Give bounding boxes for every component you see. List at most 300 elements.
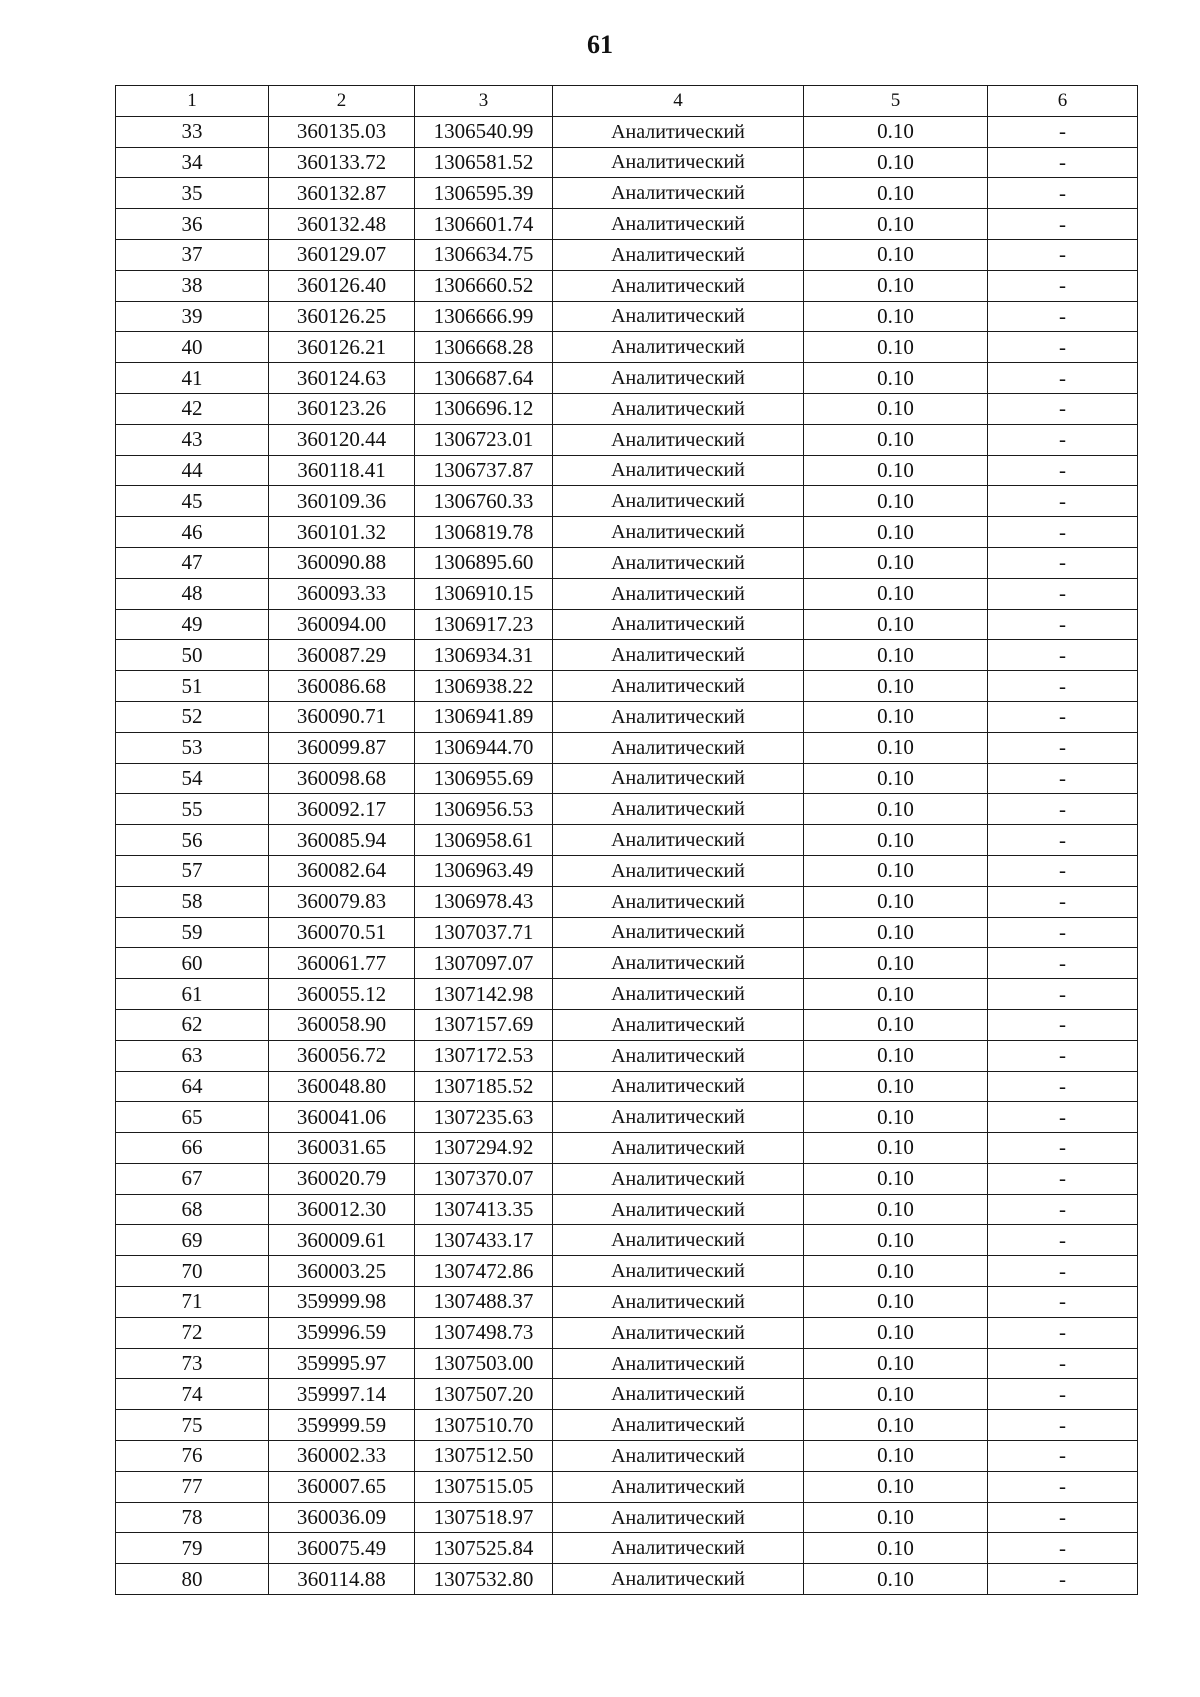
point-number-cell: 61 <box>116 979 269 1010</box>
x-coordinate-cell: 360129.07 <box>269 239 415 270</box>
table-row <box>116 578 1138 609</box>
table-row <box>116 1410 1138 1441</box>
note-cell: - <box>988 609 1138 640</box>
point-number-cell: 70 <box>116 1256 269 1287</box>
accuracy-cell: 0.10 <box>804 424 988 455</box>
note-cell: - <box>988 517 1138 548</box>
x-coordinate-cell: 360132.48 <box>269 209 415 240</box>
method-cell: Аналитический <box>553 1533 804 1564</box>
table-row <box>116 270 1138 301</box>
y-coordinate-cell: 1307515.05 <box>415 1471 553 1502</box>
y-coordinate-cell: 1307413.35 <box>415 1194 553 1225</box>
note-cell: - <box>988 393 1138 424</box>
accuracy-cell: 0.10 <box>804 1410 988 1441</box>
accuracy-cell: 0.10 <box>804 517 988 548</box>
accuracy-cell: 0.10 <box>804 1225 988 1256</box>
table-row <box>116 1287 1138 1318</box>
x-coordinate-cell: 360061.77 <box>269 948 415 979</box>
note-cell: - <box>988 917 1138 948</box>
method-cell: Аналитический <box>553 1194 804 1225</box>
y-coordinate-cell: 1306666.99 <box>415 301 553 332</box>
x-coordinate-cell: 360126.25 <box>269 301 415 332</box>
y-coordinate-cell: 1307235.63 <box>415 1102 553 1133</box>
note-cell: - <box>988 1502 1138 1533</box>
y-coordinate-cell: 1306668.28 <box>415 332 553 363</box>
table-row <box>116 424 1138 455</box>
accuracy-cell: 0.10 <box>804 270 988 301</box>
method-cell: Аналитический <box>553 486 804 517</box>
x-coordinate-cell: 360002.33 <box>269 1441 415 1472</box>
x-coordinate-cell: 360020.79 <box>269 1163 415 1194</box>
x-coordinate-cell: 360126.21 <box>269 332 415 363</box>
method-cell: Аналитический <box>553 1040 804 1071</box>
y-coordinate-cell: 1307507.20 <box>415 1379 553 1410</box>
note-cell: - <box>988 1133 1138 1164</box>
accuracy-cell: 0.10 <box>804 455 988 486</box>
point-number-cell: 38 <box>116 270 269 301</box>
point-number-cell: 75 <box>116 1410 269 1441</box>
note-cell: - <box>988 948 1138 979</box>
header-cell-1: 1 <box>116 86 269 117</box>
table-row <box>116 855 1138 886</box>
x-coordinate-cell: 360120.44 <box>269 424 415 455</box>
table-row <box>116 147 1138 178</box>
table-row <box>116 794 1138 825</box>
note-cell: - <box>988 1102 1138 1133</box>
note-cell: - <box>988 1471 1138 1502</box>
note-cell: - <box>988 239 1138 270</box>
y-coordinate-cell: 1307157.69 <box>415 1009 553 1040</box>
note-cell: - <box>988 1071 1138 1102</box>
accuracy-cell: 0.10 <box>804 1502 988 1533</box>
table-row <box>116 763 1138 794</box>
accuracy-cell: 0.10 <box>804 1194 988 1225</box>
point-number-cell: 46 <box>116 517 269 548</box>
table-row <box>116 1471 1138 1502</box>
y-coordinate-cell: 1306595.39 <box>415 178 553 209</box>
point-number-cell: 33 <box>116 116 269 147</box>
method-cell: Аналитический <box>553 1102 804 1133</box>
method-cell: Аналитический <box>553 948 804 979</box>
accuracy-cell: 0.10 <box>804 178 988 209</box>
method-cell: Аналитический <box>553 794 804 825</box>
accuracy-cell: 0.10 <box>804 239 988 270</box>
x-coordinate-cell: 360036.09 <box>269 1502 415 1533</box>
note-cell: - <box>988 855 1138 886</box>
accuracy-cell: 0.10 <box>804 640 988 671</box>
table-row <box>116 1441 1138 1472</box>
point-number-cell: 80 <box>116 1564 269 1595</box>
note-cell: - <box>988 640 1138 671</box>
x-coordinate-cell: 360056.72 <box>269 1040 415 1071</box>
accuracy-cell: 0.10 <box>804 1133 988 1164</box>
point-number-cell: 78 <box>116 1502 269 1533</box>
point-number-cell: 51 <box>116 671 269 702</box>
point-number-cell: 64 <box>116 1071 269 1102</box>
note-cell: - <box>988 1194 1138 1225</box>
point-number-cell: 67 <box>116 1163 269 1194</box>
point-number-cell: 50 <box>116 640 269 671</box>
method-cell: Аналитический <box>553 116 804 147</box>
point-number-cell: 62 <box>116 1009 269 1040</box>
method-cell: Аналитический <box>553 547 804 578</box>
accuracy-cell: 0.10 <box>804 1287 988 1318</box>
accuracy-cell: 0.10 <box>804 1102 988 1133</box>
y-coordinate-cell: 1307498.73 <box>415 1317 553 1348</box>
point-number-cell: 48 <box>116 578 269 609</box>
x-coordinate-cell: 360007.65 <box>269 1471 415 1502</box>
y-coordinate-cell: 1307503.00 <box>415 1348 553 1379</box>
y-coordinate-cell: 1307488.37 <box>415 1287 553 1318</box>
y-coordinate-cell: 1307097.07 <box>415 948 553 979</box>
note-cell: - <box>988 270 1138 301</box>
point-number-cell: 76 <box>116 1441 269 1472</box>
y-coordinate-cell: 1307510.70 <box>415 1410 553 1441</box>
point-number-cell: 57 <box>116 855 269 886</box>
accuracy-cell: 0.10 <box>804 363 988 394</box>
y-coordinate-cell: 1306910.15 <box>415 578 553 609</box>
y-coordinate-cell: 1306634.75 <box>415 239 553 270</box>
accuracy-cell: 0.10 <box>804 301 988 332</box>
x-coordinate-cell: 360101.32 <box>269 517 415 548</box>
y-coordinate-cell: 1307433.17 <box>415 1225 553 1256</box>
header-cell-6: 6 <box>988 86 1138 117</box>
table-row <box>116 1040 1138 1071</box>
header-cell-4: 4 <box>553 86 804 117</box>
table-row <box>116 332 1138 363</box>
method-cell: Аналитический <box>553 301 804 332</box>
note-cell: - <box>988 1009 1138 1040</box>
method-cell: Аналитический <box>553 1225 804 1256</box>
point-number-cell: 47 <box>116 547 269 578</box>
y-coordinate-cell: 1306956.53 <box>415 794 553 825</box>
x-coordinate-cell: 360012.30 <box>269 1194 415 1225</box>
accuracy-cell: 0.10 <box>804 547 988 578</box>
point-number-cell: 60 <box>116 948 269 979</box>
accuracy-cell: 0.10 <box>804 393 988 424</box>
note-cell: - <box>988 701 1138 732</box>
table-row <box>116 917 1138 948</box>
x-coordinate-cell: 360031.65 <box>269 1133 415 1164</box>
point-number-cell: 35 <box>116 178 269 209</box>
y-coordinate-cell: 1306955.69 <box>415 763 553 794</box>
note-cell: - <box>988 332 1138 363</box>
x-coordinate-cell: 360098.68 <box>269 763 415 794</box>
note-cell: - <box>988 1379 1138 1410</box>
point-number-cell: 40 <box>116 332 269 363</box>
note-cell: - <box>988 886 1138 917</box>
table-body <box>116 86 1138 1595</box>
point-number-cell: 45 <box>116 486 269 517</box>
note-cell: - <box>988 547 1138 578</box>
note-cell: - <box>988 1256 1138 1287</box>
x-coordinate-cell: 360041.06 <box>269 1102 415 1133</box>
accuracy-cell: 0.10 <box>804 1564 988 1595</box>
point-number-cell: 74 <box>116 1379 269 1410</box>
table-row <box>116 547 1138 578</box>
table-row <box>116 1533 1138 1564</box>
accuracy-cell: 0.10 <box>804 1348 988 1379</box>
note-cell: - <box>988 424 1138 455</box>
accuracy-cell: 0.10 <box>804 609 988 640</box>
x-coordinate-cell: 360135.03 <box>269 116 415 147</box>
method-cell: Аналитический <box>553 517 804 548</box>
y-coordinate-cell: 1306895.60 <box>415 547 553 578</box>
note-cell: - <box>988 1163 1138 1194</box>
note-cell: - <box>988 1410 1138 1441</box>
accuracy-cell: 0.10 <box>804 1533 988 1564</box>
accuracy-cell: 0.10 <box>804 1317 988 1348</box>
point-number-cell: 36 <box>116 209 269 240</box>
y-coordinate-cell: 1306601.74 <box>415 209 553 240</box>
note-cell: - <box>988 486 1138 517</box>
x-coordinate-cell: 360133.72 <box>269 147 415 178</box>
method-cell: Аналитический <box>553 640 804 671</box>
method-cell: Аналитический <box>553 1379 804 1410</box>
accuracy-cell: 0.10 <box>804 1256 988 1287</box>
note-cell: - <box>988 825 1138 856</box>
table-row <box>116 209 1138 240</box>
accuracy-cell: 0.10 <box>804 332 988 363</box>
x-coordinate-cell: 360087.29 <box>269 640 415 671</box>
method-cell: Аналитический <box>553 1287 804 1318</box>
accuracy-cell: 0.10 <box>804 209 988 240</box>
method-cell: Аналитический <box>553 763 804 794</box>
accuracy-cell: 0.10 <box>804 116 988 147</box>
x-coordinate-cell: 359996.59 <box>269 1317 415 1348</box>
method-cell: Аналитический <box>553 855 804 886</box>
table-header-row <box>116 86 1138 117</box>
accuracy-cell: 0.10 <box>804 794 988 825</box>
accuracy-cell: 0.10 <box>804 979 988 1010</box>
note-cell: - <box>988 209 1138 240</box>
accuracy-cell: 0.10 <box>804 671 988 702</box>
table-row <box>116 671 1138 702</box>
note-cell: - <box>988 147 1138 178</box>
method-cell: Аналитический <box>553 270 804 301</box>
y-coordinate-cell: 1306963.49 <box>415 855 553 886</box>
x-coordinate-cell: 360082.64 <box>269 855 415 886</box>
table-row <box>116 1071 1138 1102</box>
x-coordinate-cell: 360003.25 <box>269 1256 415 1287</box>
x-coordinate-cell: 359999.59 <box>269 1410 415 1441</box>
y-coordinate-cell: 1307172.53 <box>415 1040 553 1071</box>
y-coordinate-cell: 1307525.84 <box>415 1533 553 1564</box>
method-cell: Аналитический <box>553 1163 804 1194</box>
note-cell: - <box>988 178 1138 209</box>
note-cell: - <box>988 671 1138 702</box>
method-cell: Аналитический <box>553 1410 804 1441</box>
accuracy-cell: 0.10 <box>804 763 988 794</box>
method-cell: Аналитический <box>553 147 804 178</box>
point-number-cell: 34 <box>116 147 269 178</box>
method-cell: Аналитический <box>553 886 804 917</box>
point-number-cell: 55 <box>116 794 269 825</box>
x-coordinate-cell: 360118.41 <box>269 455 415 486</box>
y-coordinate-cell: 1306958.61 <box>415 825 553 856</box>
y-coordinate-cell: 1307142.98 <box>415 979 553 1010</box>
x-coordinate-cell: 360126.40 <box>269 270 415 301</box>
point-number-cell: 77 <box>116 1471 269 1502</box>
x-coordinate-cell: 360075.49 <box>269 1533 415 1564</box>
table-row <box>116 825 1138 856</box>
note-cell: - <box>988 794 1138 825</box>
note-cell: - <box>988 732 1138 763</box>
accuracy-cell: 0.10 <box>804 147 988 178</box>
note-cell: - <box>988 1317 1138 1348</box>
y-coordinate-cell: 1306687.64 <box>415 363 553 394</box>
x-coordinate-cell: 360092.17 <box>269 794 415 825</box>
y-coordinate-cell: 1306819.78 <box>415 517 553 548</box>
method-cell: Аналитический <box>553 424 804 455</box>
x-coordinate-cell: 360109.36 <box>269 486 415 517</box>
point-number-cell: 42 <box>116 393 269 424</box>
x-coordinate-cell: 360099.87 <box>269 732 415 763</box>
y-coordinate-cell: 1306934.31 <box>415 640 553 671</box>
method-cell: Аналитический <box>553 209 804 240</box>
point-number-cell: 49 <box>116 609 269 640</box>
point-number-cell: 59 <box>116 917 269 948</box>
y-coordinate-cell: 1306944.70 <box>415 732 553 763</box>
point-number-cell: 69 <box>116 1225 269 1256</box>
y-coordinate-cell: 1307512.50 <box>415 1441 553 1472</box>
note-cell: - <box>988 116 1138 147</box>
method-cell: Аналитический <box>553 363 804 394</box>
y-coordinate-cell: 1307472.86 <box>415 1256 553 1287</box>
method-cell: Аналитический <box>553 239 804 270</box>
table-row <box>116 1163 1138 1194</box>
header-cell-5: 5 <box>804 86 988 117</box>
y-coordinate-cell: 1306737.87 <box>415 455 553 486</box>
note-cell: - <box>988 763 1138 794</box>
table-row <box>116 393 1138 424</box>
note-cell: - <box>988 363 1138 394</box>
point-number-cell: 68 <box>116 1194 269 1225</box>
point-number-cell: 58 <box>116 886 269 917</box>
x-coordinate-cell: 360094.00 <box>269 609 415 640</box>
point-number-cell: 43 <box>116 424 269 455</box>
x-coordinate-cell: 360058.90 <box>269 1009 415 1040</box>
note-cell: - <box>988 979 1138 1010</box>
note-cell: - <box>988 455 1138 486</box>
note-cell: - <box>988 1225 1138 1256</box>
point-number-cell: 54 <box>116 763 269 794</box>
y-coordinate-cell: 1306540.99 <box>415 116 553 147</box>
y-coordinate-cell: 1307185.52 <box>415 1071 553 1102</box>
note-cell: - <box>988 301 1138 332</box>
x-coordinate-cell: 360086.68 <box>269 671 415 702</box>
method-cell: Аналитический <box>553 1256 804 1287</box>
method-cell: Аналитический <box>553 609 804 640</box>
method-cell: Аналитический <box>553 1564 804 1595</box>
y-coordinate-cell: 1307532.80 <box>415 1564 553 1595</box>
header-cell-2: 2 <box>269 86 415 117</box>
point-number-cell: 37 <box>116 239 269 270</box>
x-coordinate-cell: 360070.51 <box>269 917 415 948</box>
note-cell: - <box>988 1564 1138 1595</box>
point-number-cell: 63 <box>116 1040 269 1071</box>
table-row <box>116 363 1138 394</box>
table-row <box>116 1564 1138 1595</box>
x-coordinate-cell: 359995.97 <box>269 1348 415 1379</box>
x-coordinate-cell: 360114.88 <box>269 1564 415 1595</box>
table-row <box>116 640 1138 671</box>
x-coordinate-cell: 360123.26 <box>269 393 415 424</box>
page-number: 61 <box>587 30 613 59</box>
y-coordinate-cell: 1306760.33 <box>415 486 553 517</box>
method-cell: Аналитический <box>553 1009 804 1040</box>
note-cell: - <box>988 1441 1138 1472</box>
x-coordinate-cell: 360093.33 <box>269 578 415 609</box>
y-coordinate-cell: 1306660.52 <box>415 270 553 301</box>
accuracy-cell: 0.10 <box>804 1379 988 1410</box>
header-cell-3: 3 <box>415 86 553 117</box>
point-number-cell: 41 <box>116 363 269 394</box>
accuracy-cell: 0.10 <box>804 825 988 856</box>
y-coordinate-cell: 1306581.52 <box>415 147 553 178</box>
y-coordinate-cell: 1306917.23 <box>415 609 553 640</box>
point-number-cell: 73 <box>116 1348 269 1379</box>
point-number-cell: 44 <box>116 455 269 486</box>
accuracy-cell: 0.10 <box>804 855 988 886</box>
method-cell: Аналитический <box>553 1071 804 1102</box>
accuracy-cell: 0.10 <box>804 1471 988 1502</box>
note-cell: - <box>988 1533 1138 1564</box>
table-row <box>116 701 1138 732</box>
y-coordinate-cell: 1306978.43 <box>415 886 553 917</box>
method-cell: Аналитический <box>553 178 804 209</box>
table-row <box>116 1348 1138 1379</box>
method-cell: Аналитический <box>553 393 804 424</box>
note-cell: - <box>988 1040 1138 1071</box>
point-number-cell: 56 <box>116 825 269 856</box>
accuracy-cell: 0.10 <box>804 732 988 763</box>
method-cell: Аналитический <box>553 732 804 763</box>
method-cell: Аналитический <box>553 979 804 1010</box>
point-number-cell: 66 <box>116 1133 269 1164</box>
table-row <box>116 609 1138 640</box>
point-number-cell: 79 <box>116 1533 269 1564</box>
x-coordinate-cell: 360048.80 <box>269 1071 415 1102</box>
accuracy-cell: 0.10 <box>804 886 988 917</box>
y-coordinate-cell: 1307294.92 <box>415 1133 553 1164</box>
accuracy-cell: 0.10 <box>804 701 988 732</box>
accuracy-cell: 0.10 <box>804 1040 988 1071</box>
method-cell: Аналитический <box>553 1441 804 1472</box>
table-row <box>116 239 1138 270</box>
x-coordinate-cell: 359999.98 <box>269 1287 415 1318</box>
table-row <box>116 486 1138 517</box>
y-coordinate-cell: 1307037.71 <box>415 917 553 948</box>
accuracy-cell: 0.10 <box>804 486 988 517</box>
table-row <box>116 1194 1138 1225</box>
y-coordinate-cell: 1306938.22 <box>415 671 553 702</box>
method-cell: Аналитический <box>553 825 804 856</box>
accuracy-cell: 0.10 <box>804 1009 988 1040</box>
table-row <box>116 1502 1138 1533</box>
accuracy-cell: 0.10 <box>804 1441 988 1472</box>
x-coordinate-cell: 360079.83 <box>269 886 415 917</box>
table-row <box>116 116 1138 147</box>
table-row <box>116 948 1138 979</box>
coordinates-table <box>115 85 1138 1595</box>
table-row <box>116 1225 1138 1256</box>
table-row <box>116 886 1138 917</box>
table-row <box>116 1256 1138 1287</box>
method-cell: Аналитический <box>553 917 804 948</box>
method-cell: Аналитический <box>553 701 804 732</box>
accuracy-cell: 0.10 <box>804 1163 988 1194</box>
